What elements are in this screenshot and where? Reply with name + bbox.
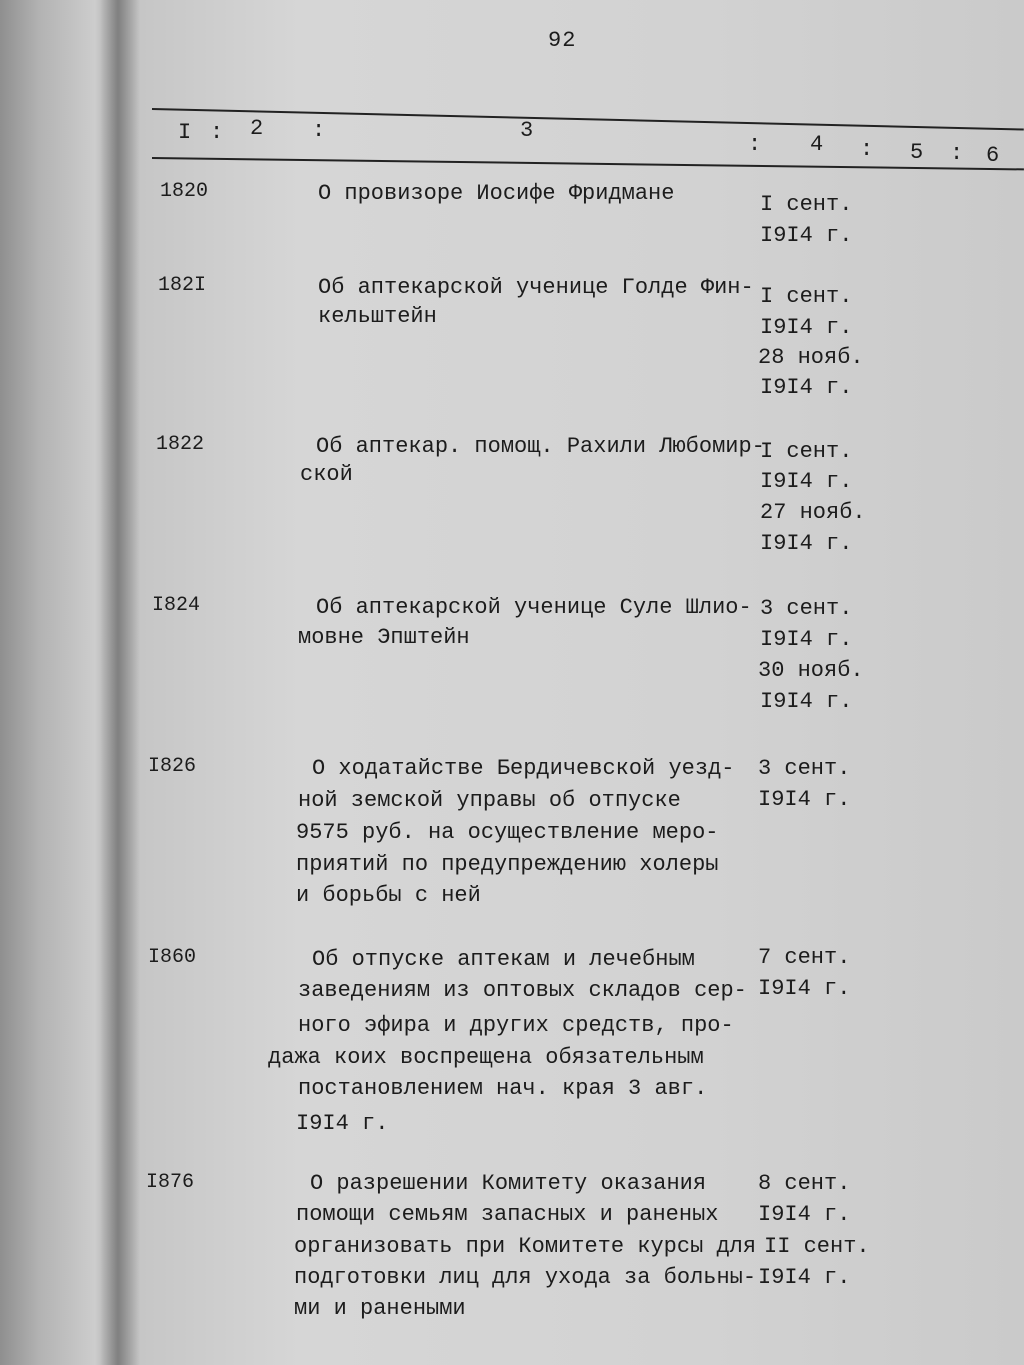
entry-title-line: ми и ранеными [294, 1296, 466, 1321]
entry-date-line: I сент. [760, 192, 853, 217]
entry-date-line: 3 сент. [758, 756, 851, 781]
entry-number: 1822 [156, 433, 205, 456]
entry-title-line: О провизоре Иосифе Фридмане [318, 181, 675, 206]
entry-date-line: I9I4 г. [758, 1202, 851, 1227]
entry-title-line: мовне Эпштейн [298, 625, 470, 650]
entry-title-line: ного эфира и других средств, про- [298, 1013, 734, 1038]
entry-date-line: 28 нояб. [758, 345, 864, 370]
column-header-1: I [178, 120, 192, 145]
entry-title-line: Об отпуске аптекам и лечебным [312, 947, 695, 972]
entry-number: I876 [146, 1171, 195, 1194]
entry-date-line: 30 нояб. [758, 658, 864, 683]
column-separator: : [312, 118, 326, 143]
column-header-3: 3 [520, 118, 534, 143]
entry-number: I860 [148, 946, 197, 969]
entry-title-line: О разрешении Комитету оказания [310, 1171, 707, 1196]
column-header-2: 2 [250, 116, 264, 141]
header-bottom-rule [152, 157, 1024, 170]
entry-date-line: 8 сент. [758, 1171, 851, 1196]
entry-date-line: I сент. [760, 284, 853, 309]
header-top-rule [152, 108, 1024, 131]
entry-title-line: и борьбы с ней [296, 883, 481, 908]
entry-date-line: I9I4 г. [758, 787, 851, 812]
entry-title-line: организовать при Комитете курсы для [294, 1234, 757, 1259]
entry-title-line: I9I4 г. [296, 1111, 389, 1136]
entry-date-line: I9I4 г. [760, 223, 853, 248]
entry-date-line: I9I4 г. [760, 315, 853, 340]
page-number: 92 [548, 28, 577, 53]
entry-number: I824 [152, 594, 201, 617]
entry-date-line: I9I4 г. [760, 689, 853, 714]
entry-date-line: I сент. [760, 439, 853, 464]
column-header-4: 4 [810, 132, 824, 157]
entry-date-line: II сент. [764, 1234, 870, 1259]
entry-title-line: О ходатайстве Бердичевской уезд- [312, 756, 735, 781]
entry-title-line: подготовки лиц для ухода за больны- [294, 1265, 757, 1290]
entry-title-line: приятий по предупреждению холеры [296, 852, 719, 877]
entry-number: 1820 [160, 180, 209, 203]
column-separator: : [950, 141, 964, 166]
entry-title-line: 9575 руб. на осуществление меро- [296, 820, 719, 845]
column-separator: : [748, 132, 762, 157]
entry-date-line: I9I4 г. [760, 375, 853, 400]
column-header-5: 5 [910, 140, 924, 165]
entry-date-line: I9I4 г. [760, 627, 853, 652]
entry-title-line: Об аптекар. помощ. Рахили Любомир- [316, 434, 765, 459]
entry-date-line: 3 сент. [760, 596, 853, 621]
book-spine-shadow [100, 0, 140, 1365]
column-header-6: 6 [986, 143, 1000, 168]
entry-title-line: помощи семьям запасных и раненых [296, 1202, 719, 1227]
entry-title-line: постановлением нач. края 3 авг. [298, 1076, 708, 1101]
entry-title-line: заведениям из оптовых складов сер- [298, 978, 747, 1003]
entry-date-line: 27 нояб. [760, 500, 866, 525]
entry-title-line: дажа коих воспрещена обязательным [268, 1045, 704, 1070]
entry-title-line: Об аптекарской ученице Голде Фин- [318, 275, 754, 300]
entry-date-line: I9I4 г. [760, 531, 853, 556]
entry-number: I826 [148, 755, 197, 778]
entry-title-line: ной земской управы об отпуске [298, 788, 681, 813]
entry-number: 182I [158, 274, 207, 297]
entry-title-line: ской [300, 462, 353, 487]
entry-date-line: I9I4 г. [758, 1265, 851, 1290]
entry-date-line: I9I4 г. [758, 976, 851, 1001]
entry-title-line: Об аптекарской ученице Суле Шлио- [316, 595, 752, 620]
entry-date-line: I9I4 г. [760, 469, 853, 494]
column-separator: : [860, 137, 874, 162]
entry-date-line: 7 сент. [758, 945, 851, 970]
column-separator: : [210, 120, 224, 145]
entry-title-line: кельштейн [318, 304, 437, 329]
